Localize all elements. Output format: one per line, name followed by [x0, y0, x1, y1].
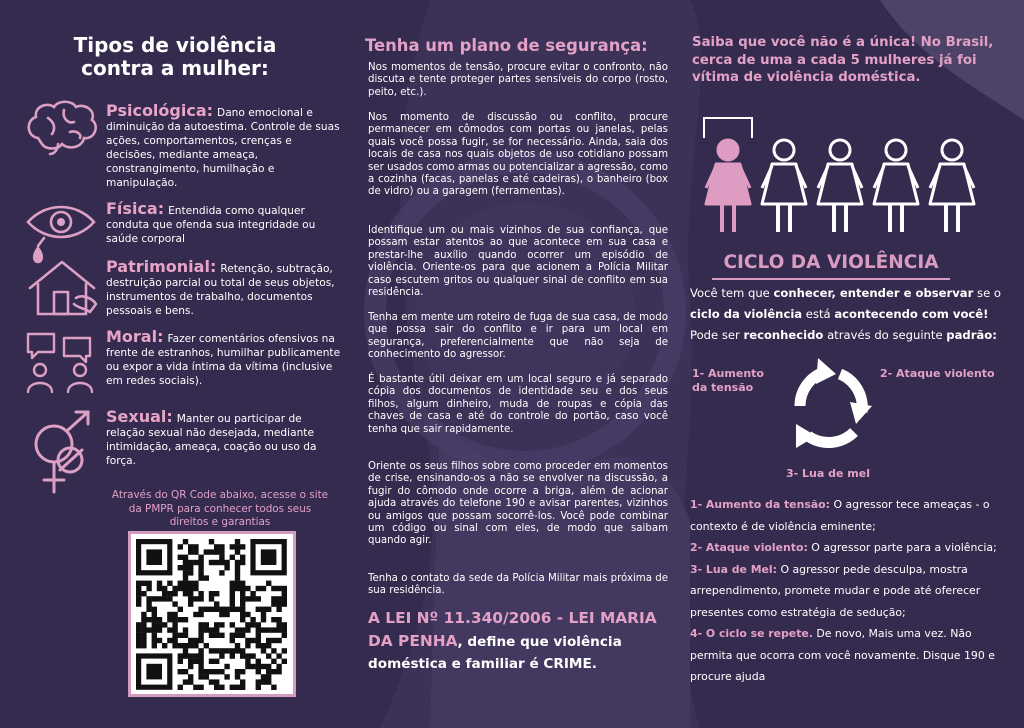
violence-type-physical	[106, 199, 342, 246]
safety-plan-column	[350, 0, 690, 728]
cycle-stage-item: 2- Ataque violento: O agressor parte para a violência;	[690, 541, 997, 554]
woman-figure	[818, 140, 862, 232]
woman-figure	[930, 140, 974, 232]
statistic-text: Saiba que você não é a única! No Brasil, cerca de uma a cada 5 mulheres já foi vítima de violência doméstica.	[692, 35, 994, 85]
violence-type-name: Psicológica:	[106, 101, 214, 120]
speech-people-icon	[24, 330, 100, 396]
cycle-stage-item: 3- Lua de Mel: O agressor pede desculpa, mostra arrependimento, promete mudar e pode até oferecer presentes como estratégia de sedução;	[690, 562, 981, 619]
violence-types-column	[0, 0, 350, 728]
safety-paragraph: Oriente os seus filhos sobre como proceder em momentos de crise, ensinando-os a não se envolver na discussão, a fugir do cômodo onde ocorre a briga, além de acionar ajuda através do telefone 190 e avisar parentes, vizinhos ou amigos que possam socorrê-los. Você pode combinar um código ou sinal com eles, de modo que saibam quando agir.	[368, 461, 668, 547]
safety-paragraph: É bastante útil deixar em um local seguro e já separado cópia dos documentos de identidade seu e dos seus filhos, algum dinheiro, muda de roupas e cópia das chaves de casa e até do controle do portão, caso você tenha que sair rapidamente.	[368, 374, 668, 435]
violence-type-name: Física:	[106, 199, 165, 218]
safety-paragraph: Identifique um ou mais vizinhos de sua confiança, que possam estar atentos ao que acontece em sua casa e prestar-lhe auxílio quando ocorrer um episódio de violência. Oriente-os para que acionem a Polícia Militar caso escutem gritos ou qualquer sinal de conflito em sua residência.	[368, 225, 668, 299]
cycle-title-underline	[712, 278, 950, 280]
gender-symbols-icon	[24, 408, 100, 498]
highlight-bracket	[704, 118, 752, 138]
cycle-stage-item: 4- O ciclo se repete. De novo, Mais uma vez. Não permita que ocorra com você novamente. Disque 190 e procure ajuda	[690, 627, 995, 683]
woman-figure	[874, 140, 918, 232]
violence-type-description: Manter ou participar de relação sexual não desejada, mediante intimidação, ameaça, coação ou uso da força.	[106, 413, 317, 467]
violence-cycle-column	[690, 0, 1024, 728]
cycle-intro: Você tem que conhecer, entender e observar se o ciclo da violência está acontecendo com você! Pode ser reconhecido através do seguinte padrão:	[690, 286, 1001, 342]
violence-type-name: Moral:	[106, 327, 164, 346]
law-name: A LEI Nº 11.340/2006 - LEI MARIA DA PENHA	[368, 609, 657, 650]
violence-type-description: Dano emocional e diminuição da autoestima. Controle de suas ações, comportamentos, crenças e decisões, mediante ameaça, constrangimento, humilhação e manipulação.	[106, 107, 340, 189]
cycle-stage-label: 2- Ataque violento	[880, 367, 995, 380]
safety-paragraph: Tenha em mente um roteiro de fuga de sua casa, de modo que possa sair do conflito e ir para um local em segurança, preferencialmente que não seja de conhecimento do agressor.	[368, 312, 668, 361]
cycle-stage-label: 3- Lua de mel	[786, 467, 870, 480]
cycle-stage-label: 1- Aumento da tensão	[692, 367, 764, 394]
violence-type-name: Patrimonial:	[106, 257, 217, 276]
safety-paragraph: Nos momento de discussão ou conflito, procure permanecer em cômodos com portas ou janelas, pelas quais você possa fugir, se for necessário. Ainda, saia dos locais de casa nos quais objetos de uso cotidiano possam ser usados como armas ou potencializar a agressão, como a cozinha (facas, panelas e até cadeiras), o banheiro (box de vidro) ou a garagem (ferramentas).	[368, 112, 668, 198]
cycle-stage-list	[690, 494, 1002, 688]
cycle-arrows-icon	[778, 352, 878, 462]
violence-type-sexual	[106, 407, 342, 468]
cycle-title	[690, 252, 972, 273]
qr-caption: Através do QR Code abaixo, acesse o site da PMPR para conhecer todos seus direitos e garantias	[111, 489, 329, 528]
qr-code-image	[131, 534, 293, 694]
violence-type-psychological	[106, 101, 342, 190]
woman-figure	[762, 140, 806, 232]
violence-types-title: Tipos de violência contra a mulher:	[73, 33, 277, 80]
woman-figure-highlighted	[706, 140, 750, 232]
violence-type-description: Fazer comentários ofensivos na frente de estranhos, humilhar publicamente ou expor a vida íntima da vítima (inclusive em redes sociais).	[106, 333, 341, 387]
cycle-title-text: CICLO DA VIOLÊNCIA	[723, 252, 939, 273]
brain-icon	[24, 98, 98, 156]
violence-type-description: Retenção, subtração, destruição parcial ou total de seus objetos, instrumentos de trabalho, documentos pessoais e bens.	[106, 263, 335, 317]
safety-paragraph: Nos momentos de tensão, procure evitar o confronto, não discuta e tente proteger partes sensíveis do corpo (rosto, peito, etc.).	[368, 62, 668, 98]
one-in-five-women-figure	[700, 116, 1000, 240]
violence-type-name: Sexual:	[106, 407, 173, 426]
qr-code[interactable]	[128, 531, 296, 697]
violence-type-patrimonial	[106, 257, 342, 318]
law-statement	[368, 607, 668, 675]
safety-paragraph: Tenha o contato da sede da Polícia Militar mais próxima de sua residência.	[368, 573, 668, 597]
law-text: , define que violência doméstica e familiar é CRIME.	[368, 634, 622, 672]
violence-type-moral	[106, 327, 342, 388]
violence-type-description: Entendida como qualquer conduta que ofenda sua integridade ou saúde corporal	[106, 205, 316, 245]
crying-eye-icon	[24, 202, 98, 264]
house-hand-icon	[24, 258, 100, 320]
cycle-stage-item: 1- Aumento da tensão: O agressor tece ameaças - o contexto é de violência eminente;	[690, 498, 990, 533]
safety-plan-title: Tenha um plano de segurança:	[365, 36, 648, 55]
